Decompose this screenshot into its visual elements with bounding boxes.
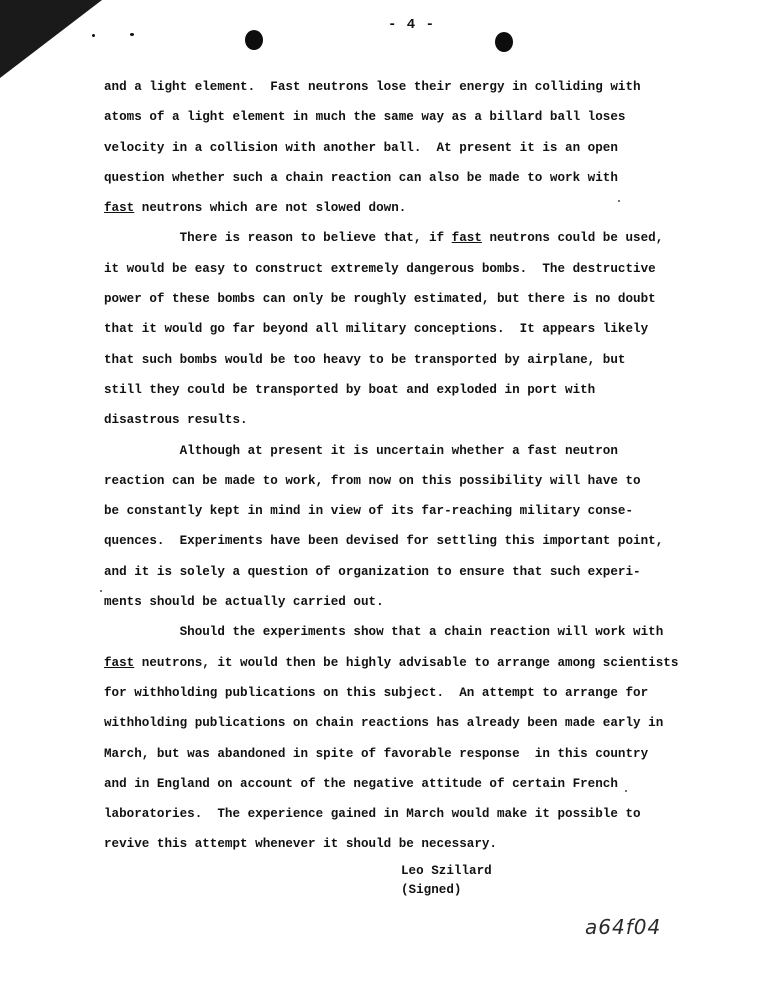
text-segment: and a light element. Fast neutrons lose their energy in colliding with	[104, 80, 641, 94]
text-line	[104, 254, 684, 284]
text-line	[104, 375, 684, 405]
text-segment: ments should be actually carried out.	[104, 595, 384, 610]
text-segment: Although at present it is uncertain whether a fast neutron	[104, 443, 618, 458]
text-line	[104, 678, 684, 708]
text-line	[104, 587, 684, 617]
text-segment: it would be easy to construct extremely dangerous bombs. The destructive	[104, 261, 656, 276]
text-line	[104, 436, 684, 466]
text-line	[104, 829, 684, 859]
signature-block	[401, 862, 492, 900]
text-line	[104, 799, 684, 829]
signature-name: Leo Szillard	[401, 864, 492, 878]
text-line	[104, 769, 684, 799]
text-segment: atoms of a light element in much the same way as a billard ball loses	[104, 110, 626, 125]
text-segment: and in England on account of the negative attitude of certain French	[104, 776, 618, 791]
text-line	[104, 163, 684, 193]
text-segment: disastrous results.	[104, 413, 248, 428]
text-segment: power of these bombs can only be roughly estimated, but there is no doubt	[104, 292, 656, 307]
text-line	[104, 648, 684, 678]
text-segment: still they could be transported by boat and exploded in port with	[104, 382, 596, 397]
page-number: - 4 -	[388, 17, 436, 33]
text-line	[104, 133, 684, 163]
text-segment: that such bombs would be too heavy to be transported by airplane, but	[104, 352, 626, 367]
text-line	[104, 617, 684, 647]
text-line	[104, 466, 684, 496]
text-line	[104, 193, 684, 223]
text-segment: laboratories. The experience gained in March would make it possible to	[104, 807, 641, 822]
punch-hole-left	[245, 30, 263, 50]
text-segment: velocity in a collision with another ball. At present it is an open	[104, 140, 618, 155]
letter-body	[104, 72, 684, 860]
text-segment: question whether such a chain reaction can also be made to work with	[104, 170, 618, 185]
text-line	[104, 345, 684, 375]
text-segment: withholding publications on chain reactions has already been made early in	[104, 716, 664, 731]
stray-mark	[618, 200, 620, 202]
text-segment: that it would go far beyond all military conceptions. It appears likely	[104, 322, 649, 337]
text-segment: quences. Experiments have been devised for settling this important point,	[104, 534, 664, 549]
underlined-word: fast	[451, 231, 482, 246]
paragraph	[104, 436, 684, 618]
text-line	[104, 708, 684, 738]
stray-mark	[625, 790, 627, 792]
text-segment: for withholding publications on this subject. An attempt to arrange for	[104, 685, 649, 700]
underlined-word: fast	[104, 655, 135, 670]
stray-mark	[100, 590, 102, 592]
text-segment: Should the experiments show that a chain reaction will work with	[104, 625, 664, 640]
punch-hole-right	[495, 32, 513, 52]
paragraph	[104, 223, 684, 435]
text-segment: There is reason to believe that, if	[104, 231, 452, 246]
stray-mark	[92, 34, 95, 37]
signature-note: (Signed)	[401, 883, 462, 897]
text-line	[104, 496, 684, 526]
text-segment: March, but was abandoned in spite of favorable response in this country	[104, 746, 649, 761]
text-segment: neutrons could be used,	[481, 231, 664, 246]
text-segment: be constantly kept in mind in view of its far-reaching military conse-	[104, 504, 634, 519]
text-segment: neutrons, it would then be highly advisable to arrange among scientists	[134, 655, 679, 670]
text-line	[104, 557, 684, 587]
stray-mark	[130, 33, 134, 36]
text-segment: and it is solely a question of organization to ensure that such experi-	[104, 564, 641, 579]
text-line	[104, 526, 684, 556]
text-line	[104, 314, 684, 344]
text-segment: neutrons which are not slowed down.	[134, 201, 407, 216]
text-segment: reaction can be made to work, from now on this possibility will have to	[104, 473, 641, 488]
handwritten-annotation: a64f04	[585, 915, 662, 939]
text-line	[104, 72, 684, 102]
underlined-word: fast	[104, 201, 135, 216]
text-line	[104, 102, 684, 132]
text-line	[104, 223, 684, 253]
scan-corner-shadow	[0, 0, 102, 78]
text-line	[104, 284, 684, 314]
text-line	[104, 739, 684, 769]
text-segment: revive this attempt whenever it should be necessary.	[104, 837, 497, 852]
paragraph	[104, 617, 684, 859]
paragraph	[104, 72, 684, 223]
text-line	[104, 405, 684, 435]
